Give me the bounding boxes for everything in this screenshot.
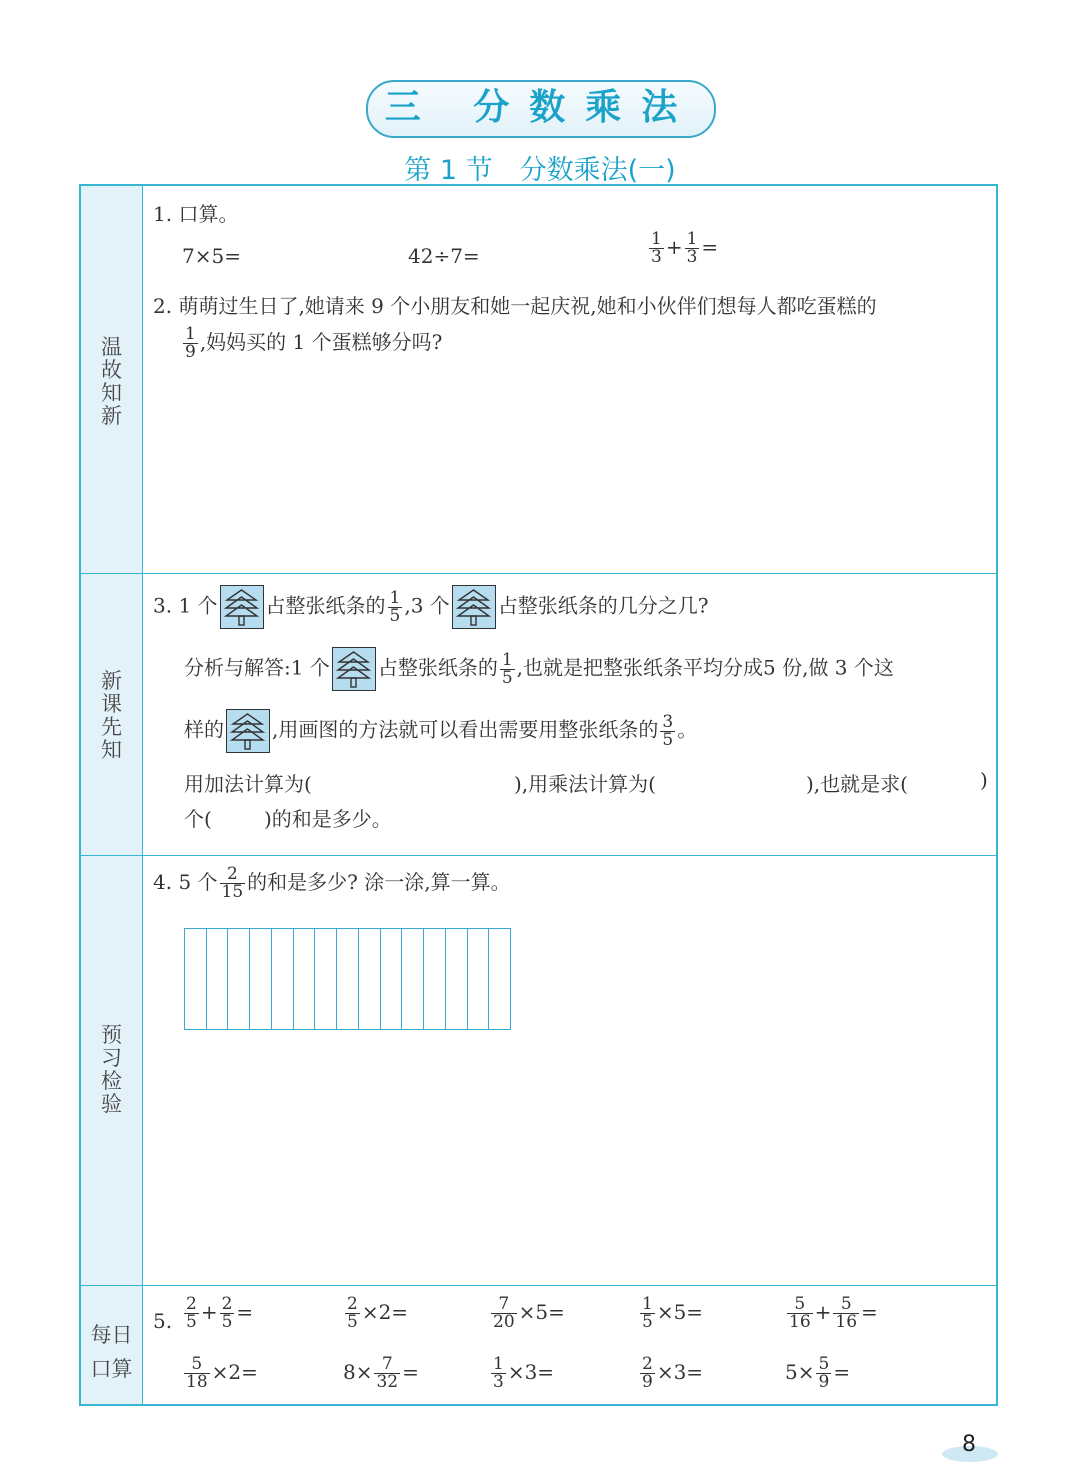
text: ×5= xyxy=(656,1300,704,1324)
fraction xyxy=(184,1296,199,1331)
q5-item xyxy=(182,1296,253,1331)
denominator: 5 xyxy=(389,605,401,626)
sidebar-char: 先 xyxy=(101,715,122,739)
denominator: 3 xyxy=(651,247,662,267)
fraction xyxy=(660,711,675,750)
numerator: 1 xyxy=(651,229,662,249)
q3-analysis-2 xyxy=(184,709,697,753)
sidebar-char: 温 xyxy=(101,335,122,359)
numerator: 1 xyxy=(493,1354,504,1374)
text: 占整张纸条的 xyxy=(265,593,386,618)
text: ,用画图的方法就可以看出需要用整张纸条的 xyxy=(272,717,659,742)
fraction xyxy=(640,1356,655,1391)
fraction xyxy=(833,1296,859,1331)
strip-cell[interactable] xyxy=(468,929,490,1029)
text: 4. 5 个 xyxy=(153,870,218,894)
sidebar-char: 知 xyxy=(101,381,122,405)
strip-cell[interactable] xyxy=(359,929,381,1029)
text: 样的 xyxy=(184,717,224,742)
text: ) xyxy=(980,768,988,792)
equals: = xyxy=(861,1300,878,1324)
q1-item-a: 7×5= xyxy=(182,244,241,268)
sidebar-label-review xyxy=(81,336,142,428)
text: 占整张纸条的 xyxy=(377,655,498,680)
denominator: 16 xyxy=(835,1312,858,1332)
strip-cell[interactable] xyxy=(489,929,510,1029)
sidebar-char: 课 xyxy=(101,692,122,716)
fraction xyxy=(183,326,198,361)
denominator: 16 xyxy=(789,1312,811,1332)
tree-icon xyxy=(332,647,376,691)
q5-item xyxy=(489,1296,565,1331)
strip-cell[interactable] xyxy=(207,929,229,1029)
divider xyxy=(81,1285,996,1286)
sidebar-label-preview-check xyxy=(81,1024,142,1116)
numerator: 2 xyxy=(347,1294,358,1314)
coloring-strip[interactable] xyxy=(184,928,511,1030)
numerator: 1 xyxy=(501,649,513,670)
text: ,也就是把整张纸条平均分成5 份,做 3 个这 xyxy=(516,655,894,680)
denominator: 18 xyxy=(186,1372,208,1392)
numerator: 2 xyxy=(642,1354,653,1374)
sidebar-char: 验 xyxy=(101,1092,122,1116)
q5-item xyxy=(638,1296,703,1331)
page-number-text: 8 xyxy=(962,1432,976,1457)
page-number xyxy=(940,1432,998,1462)
numerator: 1 xyxy=(642,1294,653,1314)
equals: = xyxy=(236,1300,254,1324)
fraction xyxy=(220,866,246,901)
fraction xyxy=(491,1356,506,1391)
numerator: 1 xyxy=(389,587,401,608)
numerator: 1 xyxy=(185,324,196,344)
strip-cell[interactable] xyxy=(424,929,446,1029)
numerator: 2 xyxy=(220,866,246,884)
operator: + xyxy=(200,1300,218,1324)
strip-cell[interactable] xyxy=(446,929,468,1029)
operator: + xyxy=(665,235,683,259)
strip-cell[interactable] xyxy=(402,929,424,1029)
strip-cell[interactable] xyxy=(315,929,337,1029)
q5-item xyxy=(343,1356,419,1391)
denominator: 3 xyxy=(686,247,698,267)
fraction xyxy=(640,1296,655,1331)
q5-label: 5. xyxy=(153,1309,173,1333)
tree-icon xyxy=(452,585,496,629)
q1-label: 1. 口算。 xyxy=(153,202,239,226)
denominator: 5 xyxy=(642,1312,653,1332)
fraction xyxy=(649,231,664,266)
fraction xyxy=(816,1356,831,1391)
q2-tail: ,妈妈买的 1 个蛋糕够分吗? xyxy=(199,330,443,354)
strip-cell[interactable] xyxy=(185,929,207,1029)
numerator: 2 xyxy=(186,1294,197,1314)
text: ×3= xyxy=(507,1360,555,1384)
strip-cell[interactable] xyxy=(272,929,294,1029)
denominator: 9 xyxy=(642,1372,653,1392)
text: ×2= xyxy=(211,1360,258,1384)
strip-cell[interactable] xyxy=(294,929,316,1029)
sidebar-char: 检 xyxy=(101,1069,122,1093)
sidebar-line: 口算 xyxy=(90,1357,133,1381)
unit-title: 三 分数乘法 xyxy=(366,80,716,138)
tree-icon xyxy=(226,709,270,753)
numerator: 5 xyxy=(818,1354,830,1374)
denominator: 5 xyxy=(501,667,513,688)
numerator: 5 xyxy=(787,1296,813,1314)
text: )的和是多少。 xyxy=(264,807,392,831)
tree-icon xyxy=(220,585,264,629)
q5-item xyxy=(489,1356,554,1391)
q1-item-b: 42÷7= xyxy=(408,244,480,268)
sidebar-char: 习 xyxy=(101,1046,122,1070)
text: ),用乘法计算为( xyxy=(514,772,656,796)
numerator: 2 xyxy=(221,1294,233,1314)
operator: + xyxy=(814,1300,832,1324)
text: ×5= xyxy=(518,1300,565,1324)
equals: = xyxy=(701,235,719,259)
denominator: 32 xyxy=(376,1372,399,1392)
sidebar-char: 故 xyxy=(101,358,122,382)
text: 3. 1 个 xyxy=(153,593,218,618)
q2-text: 2. 萌萌过生日了,她请来 9 个小朋友和她一起庆祝,她和小伙伴们想每人都吃蛋糕的 xyxy=(153,294,877,318)
text: 8× xyxy=(343,1360,373,1384)
denominator: 9 xyxy=(818,1372,830,1392)
denominator: 9 xyxy=(185,342,196,362)
q5-item xyxy=(785,1296,878,1331)
strip-cell[interactable] xyxy=(228,929,250,1029)
sidebar-char: 新 xyxy=(101,404,122,428)
denominator: 5 xyxy=(662,729,674,750)
numerator: 5 xyxy=(184,1356,210,1374)
strip-cell[interactable] xyxy=(337,929,359,1029)
numerator: 1 xyxy=(686,229,698,249)
q4-question xyxy=(153,866,511,901)
denominator: 3 xyxy=(493,1372,504,1392)
denominator: 5 xyxy=(186,1312,197,1332)
sidebar-char: 知 xyxy=(101,738,122,762)
text: = xyxy=(833,1360,851,1384)
denominator: 15 xyxy=(221,882,244,902)
divider xyxy=(81,855,996,856)
q1-item-c xyxy=(647,231,718,266)
denominator: 20 xyxy=(493,1312,515,1332)
q5-item xyxy=(638,1356,703,1391)
fraction xyxy=(184,1356,210,1391)
text: ×2= xyxy=(361,1300,409,1324)
worksheet-frame xyxy=(79,184,998,1406)
q3-analysis xyxy=(184,647,894,691)
text: ),也就是求( xyxy=(806,772,908,796)
fraction xyxy=(491,1296,517,1331)
q5-item xyxy=(785,1356,850,1391)
sidebar-label-new-lesson xyxy=(81,670,142,762)
q3-fill-line-2 xyxy=(184,803,484,832)
fraction xyxy=(374,1356,400,1391)
sidebar-char: 新 xyxy=(101,669,122,693)
fraction xyxy=(685,231,700,266)
text: 分析与解答:1 个 xyxy=(184,655,330,680)
section-title: 第 1 节 分数乘法(一) xyxy=(404,155,676,186)
text: = xyxy=(402,1360,419,1384)
denominator: 5 xyxy=(347,1312,358,1332)
numerator: 7 xyxy=(491,1296,517,1314)
numerator: 3 xyxy=(662,711,674,732)
numerator: 5 xyxy=(833,1296,859,1314)
text: 5× xyxy=(785,1360,815,1384)
numerator: 7 xyxy=(374,1356,400,1374)
fraction xyxy=(787,1296,813,1331)
denominator: 5 xyxy=(221,1312,233,1332)
q5-item xyxy=(343,1296,408,1331)
q3-fill-line xyxy=(184,768,990,797)
strip-cell[interactable] xyxy=(381,929,403,1029)
q5-item xyxy=(182,1356,258,1391)
text: 的和是多少? 涂一涂,算一算。 xyxy=(247,870,511,894)
text: 个( xyxy=(184,807,212,831)
text: 用加法计算为( xyxy=(184,772,312,796)
strip-cell[interactable] xyxy=(250,929,272,1029)
sidebar-char: 预 xyxy=(101,1023,122,1047)
q3-question xyxy=(153,585,709,629)
text: 占整张纸条的几分之几? xyxy=(497,593,709,618)
text: ×3= xyxy=(656,1360,704,1384)
text: ,3 个 xyxy=(404,593,450,618)
sidebar-label-daily-calc xyxy=(81,1318,142,1386)
divider xyxy=(81,573,996,574)
text: 。 xyxy=(677,717,698,742)
fraction xyxy=(500,649,515,688)
q2-text-2 xyxy=(181,326,442,361)
sidebar-line: 每日 xyxy=(90,1323,133,1347)
fraction xyxy=(345,1296,360,1331)
fraction xyxy=(220,1296,235,1331)
fraction xyxy=(388,587,403,626)
